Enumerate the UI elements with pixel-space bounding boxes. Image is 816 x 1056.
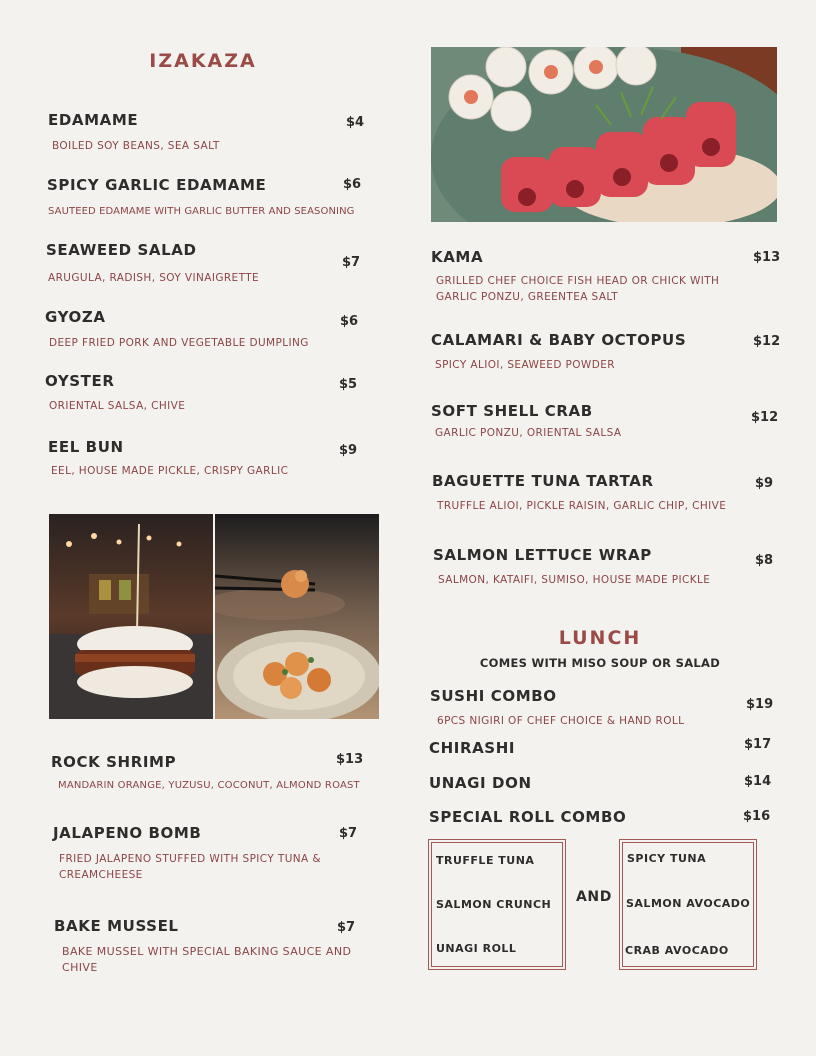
item-desc-baguette-tuna-tartar: TRUFFLE ALIOI, PICKLE RAISIN, GARLIC CHIP, CHIVE [437,500,727,512]
item-price-rock-shrimp: $13 [336,752,364,767]
item-name-edamame: EDAMAME [48,111,139,129]
item-price-oyster: $5 [339,377,358,392]
item-price-edamame: $4 [346,115,365,130]
item-price-kama: $13 [753,250,781,265]
item-name-rock-shrimp: ROCK SHRIMP [51,753,177,771]
lunch-item-price-unagi-don: $14 [744,774,772,789]
item-desc-soft-shell-crab: GARLIC PONZU, ORIENTAL SALSA [435,427,622,439]
item-desc-spicy-garlic-edamame: SAUTEED EDAMAME WITH GARLIC BUTTER AND SEASONING [48,206,355,217]
lunch-heading: LUNCH [558,627,642,649]
item-name-eel-bun: EEL BUN [48,438,124,456]
combo-right-item: CRAB AVOCADO [625,944,729,957]
item-desc-kama: GRILLED CHEF CHOICE FISH HEAD OR CHICK WITH GARLIC PONZU, GREENTEA SALT [436,275,720,303]
sushi-roll-photo [431,47,777,222]
item-desc-gyoza: DEEP FRIED PORK AND VEGETABLE DUMPLING [49,337,309,349]
lunch-item-price-chirashi: $17 [744,737,772,752]
item-desc-eel-bun: EEL, HOUSE MADE PICKLE, CRISPY GARLIC [51,465,289,477]
lunch-item-name-unagi-don: UNAGI DON [429,774,532,792]
item-desc-seaweed-salad: ARUGULA, RADISH, SOY VINAIGRETTE [48,272,260,284]
item-price-eel-bun: $9 [339,443,358,458]
item-price-jalapeno-bomb: $7 [339,826,358,841]
item-price-salmon-lettuce-wrap: $8 [755,553,774,568]
item-name-gyoza: GYOZA [45,308,106,326]
lunch-item-price-sushi-combo: $19 [746,697,774,712]
item-name-jalapeno-bomb: JALAPENO BOMB [53,824,202,842]
shrimp-dish-photo [215,514,379,719]
lunch-subtitle: COMES WITH MISO SOUP OR SALAD [479,656,721,670]
item-name-kama: KAMA [431,248,484,266]
item-name-oyster: OYSTER [45,372,115,390]
combo-left-item: TRUFFLE TUNA [436,854,535,867]
item-price-gyoza: $6 [340,314,359,329]
item-price-bake-mussel: $7 [337,920,356,935]
item-price-baguette-tuna-tartar: $9 [755,476,774,491]
item-name-seaweed-salad: SEAWEED SALAD [46,241,197,259]
item-desc-calamari-baby-octopus: SPICY ALIOI, SEAWEED POWDER [435,359,615,371]
item-name-calamari-baby-octopus: CALAMARI & BABY OCTOPUS [431,331,687,349]
eel-bun-photo [49,514,213,719]
item-name-bake-mussel: BAKE MUSSEL [54,917,179,935]
item-name-soft-shell-crab: SOFT SHELL CRAB [431,402,593,420]
lunch-item-desc-sushi-combo: 6PCS NIGIRI OF CHEF CHOICE & HAND ROLL [437,715,685,727]
item-desc-oyster: ORIENTAL SALSA, CHIVE [49,400,186,412]
item-desc-bake-mussel: BAKE MUSSEL WITH SPECIAL BAKING SAUCE AND CHIVE [62,945,352,974]
lunch-item-name-chirashi: CHIRASHI [429,739,516,757]
item-desc-salmon-lettuce-wrap: SALMON, KATAIFI, SUMISO, HOUSE MADE PICKLE [438,574,711,586]
item-desc-rock-shrimp: MANDARIN ORANGE, YUZUSU, COCONUT, ALMOND ROAST [58,780,360,791]
combo-right-item: SPICY TUNA [627,852,707,865]
item-name-salmon-lettuce-wrap: SALMON LETTUCE WRAP [433,546,652,564]
lunch-item-name-sushi-combo: SUSHI COMBO [430,687,557,705]
combo-left-item: UNAGI ROLL [436,942,517,955]
lunch-item-price-special-roll-combo: $16 [743,809,771,824]
combo-left-item: SALMON CRUNCH [436,898,552,911]
combo-and-label: AND [576,889,612,905]
item-desc-edamame: BOILED SOY BEANS, SEA SALT [52,140,220,152]
item-price-calamari-baby-octopus: $12 [753,334,781,349]
lunch-item-name-special-roll-combo: SPECIAL ROLL COMBO [429,808,627,826]
combo-right-item: SALMON AVOCADO [626,897,751,910]
item-price-soft-shell-crab: $12 [751,410,779,425]
item-desc-jalapeno-bomb: FRIED JALAPENO STUFFED WITH SPICY TUNA & CREAMCHEESE [59,853,321,881]
item-name-baguette-tuna-tartar: BAGUETTE TUNA TARTAR [432,472,654,490]
item-price-seaweed-salad: $7 [342,255,361,270]
item-price-spicy-garlic-edamame: $6 [343,177,362,192]
item-name-spicy-garlic-edamame: SPICY GARLIC EDAMAME [47,176,267,194]
menu-title: IZAKAZA [149,50,257,72]
